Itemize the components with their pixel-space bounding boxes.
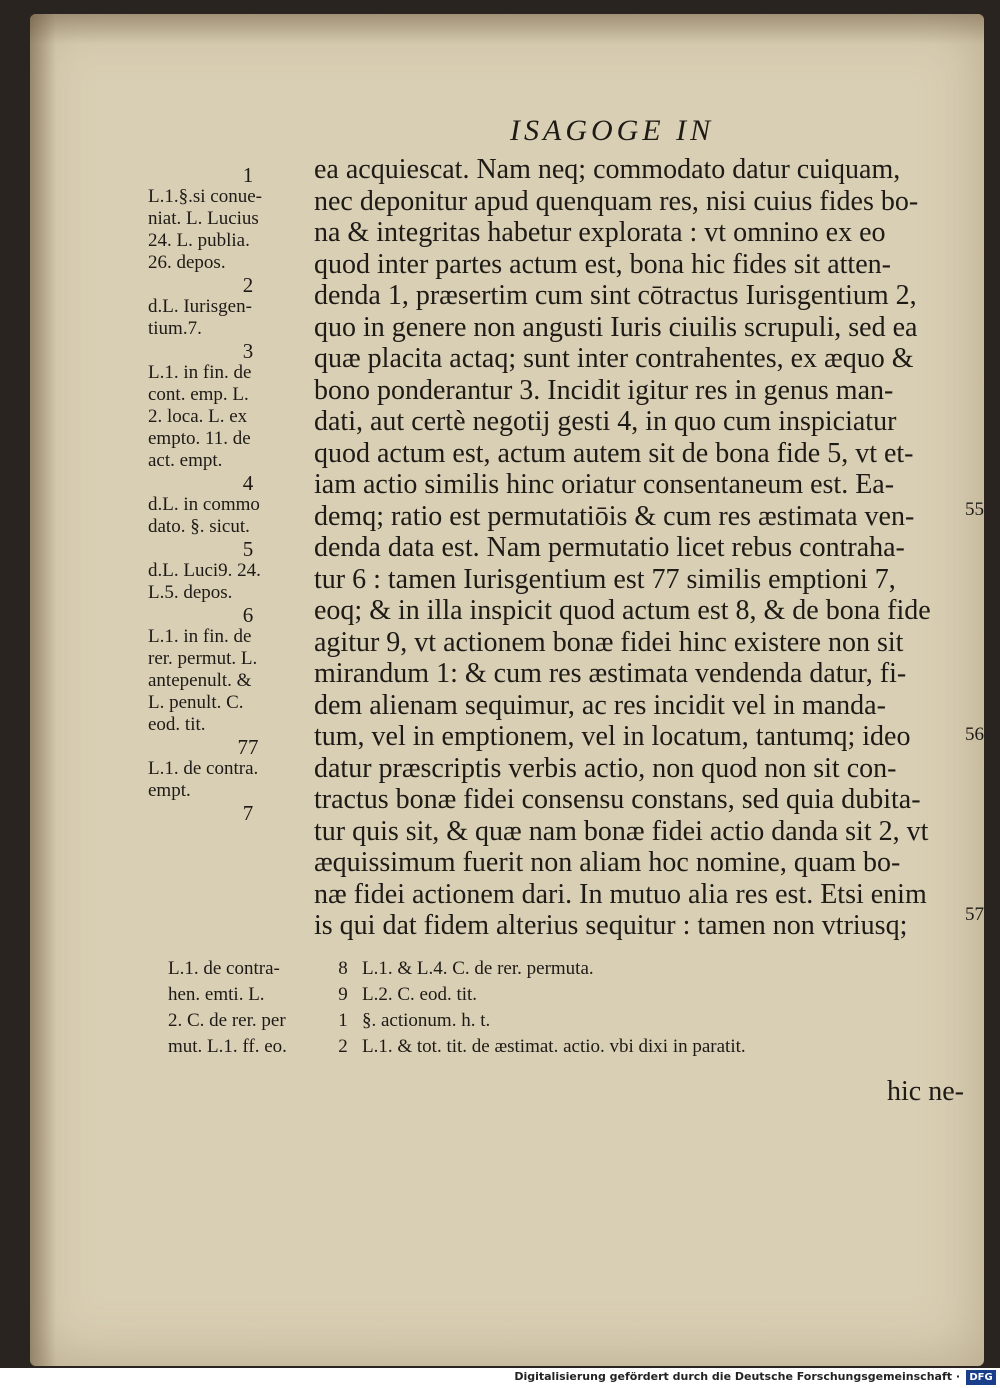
main-text-line: quæ placita actaq; sunt inter contrahentes, ex æquo & bbox=[314, 343, 914, 374]
main-text-line: næ fidei actionem dari. In mutuo alia res est. Etsi enim bbox=[314, 878, 927, 910]
main-text-line: quod inter partes actum est, bona hic fides sit atten- bbox=[314, 248, 891, 280]
main-text-line: dem alienam sequimur, ac res incidit vel in manda- bbox=[314, 689, 886, 721]
margin-note-line: act. empt. bbox=[148, 450, 223, 471]
footnote-text: L.1. & L.4. C. de rer. permuta. bbox=[362, 958, 594, 979]
margin-note-line: cont. emp. L. bbox=[148, 384, 249, 405]
main-text-line: tum, vel in emptionem, vel in locatum, tantumq; ideo bbox=[314, 721, 911, 752]
margin-note-line: d.L. Iurisgen- bbox=[148, 296, 252, 317]
footnote-row bbox=[168, 1008, 968, 1034]
footnote-number: 8 bbox=[338, 958, 348, 979]
main-text-line: tractus bonæ fidei consensu constans, sed quia dubita- bbox=[314, 784, 921, 815]
margin-note-number: 6 bbox=[242, 603, 254, 627]
main-text-line: is qui dat fidem alterius sequitur : tamen non vtriusq; bbox=[314, 910, 908, 941]
footer-bar bbox=[0, 1368, 1000, 1388]
margin-note-line: L.5. depos. bbox=[148, 582, 233, 603]
margin-note-line: d.L. in commo bbox=[148, 494, 260, 515]
main-text-line: tur 6 : tamen Iurisgentium est 77 similis emptioni 7, bbox=[314, 563, 896, 595]
catchword: hic ne- bbox=[887, 1076, 964, 1107]
right-margin-number-56: 56 bbox=[965, 724, 984, 745]
main-text-line: quod actum est, actum autem sit de bona fide 5, vt et- bbox=[314, 437, 914, 469]
right-margin-number-55: 55 bbox=[965, 499, 984, 520]
margin-note-number: 3 bbox=[242, 339, 254, 363]
footnote-row bbox=[168, 982, 968, 1008]
main-text-line: demq; ratio est permutatiōis & cum res æstimata ven- bbox=[314, 500, 915, 532]
right-margin-number-57: 57 bbox=[965, 904, 984, 925]
main-text-line: æquissimum fuerit non aliam hoc nomine, quam bo- bbox=[314, 847, 901, 878]
margin-note bbox=[148, 472, 348, 538]
main-text-line: eoq; & in illa inspicit quod actum est 8, & de bona fide bbox=[314, 595, 931, 626]
footnote-margin-continuation: mut. L.1. ff. eo. bbox=[168, 1036, 287, 1057]
margin-note-line: rer. permut. L. bbox=[148, 648, 258, 669]
margin-note bbox=[148, 802, 348, 824]
margin-note bbox=[148, 340, 348, 472]
footnote-margin-continuation: 2. C. de rer. per bbox=[168, 1010, 286, 1031]
main-text-line: datur præscriptis verbis actio, non quod non sit con- bbox=[314, 752, 897, 784]
page-gutter-shadow bbox=[30, 14, 56, 1366]
main-text-line: denda 1, præsertim cum sint cōtractus Iurisgentium 2, bbox=[314, 280, 917, 311]
margin-note-line: niat. L. Lucius bbox=[148, 208, 259, 229]
margin-note-number: 7 bbox=[242, 801, 254, 825]
margin-note-line: L.1.§.si conue- bbox=[148, 186, 262, 207]
main-text-line: denda data est. Nam permutatio licet rebus contraha- bbox=[314, 532, 905, 563]
running-head: ISAGOGE IN bbox=[510, 114, 715, 147]
margin-note bbox=[148, 538, 348, 604]
margin-note bbox=[148, 164, 348, 274]
footnote-number: 1 bbox=[338, 1010, 348, 1031]
margin-note-line: L. penult. C. bbox=[148, 692, 244, 713]
margin-note-line: 2. loca. L. ex bbox=[148, 406, 248, 427]
margin-note-line: 24. L. publia. bbox=[148, 230, 250, 251]
main-text-line: ea acquiescat. Nam neq; commodato datur cuiquam, bbox=[314, 154, 901, 185]
margin-note-line: L.1. in fin. de bbox=[148, 626, 252, 647]
margin-note-line: empt. bbox=[148, 780, 191, 801]
footnote-text: L.1. & tot. tit. de æstimat. actio. vbi dixi in paratit. bbox=[362, 1036, 746, 1057]
margin-notes bbox=[148, 164, 348, 824]
footnotes bbox=[168, 956, 968, 1060]
margin-note-line: d.L. Luci9. 24. bbox=[148, 560, 261, 581]
margin-note bbox=[148, 736, 348, 802]
main-text-line: quo in genere non angusti Iuris ciuilis scrupuli, sed ea bbox=[314, 311, 918, 343]
footnote-margin-continuation: hen. emti. L. bbox=[168, 984, 265, 1005]
margin-note-line: L.1. de contra. bbox=[148, 758, 259, 779]
main-text-block bbox=[314, 154, 974, 942]
margin-note-line: dato. §. sicut. bbox=[148, 516, 250, 537]
margin-note-line: antepenult. & bbox=[148, 670, 252, 691]
margin-note-number: 4 bbox=[242, 471, 254, 495]
footnote-margin-continuation: L.1. de contra- bbox=[168, 958, 280, 979]
main-text-line: bono ponderantur 3. Incidit igitur res in genus man- bbox=[314, 374, 894, 406]
footnote-text: §. actionum. h. t. bbox=[362, 1010, 491, 1031]
margin-note bbox=[148, 274, 348, 340]
margin-note-line: empto. 11. de bbox=[148, 428, 251, 449]
main-text-line: nec deponitur apud quenquam res, nisi cuius fides bo- bbox=[314, 185, 919, 217]
dfg-logo-icon: DFG bbox=[966, 1370, 996, 1385]
margin-note-number: 2 bbox=[242, 273, 254, 297]
margin-note-line: tium.7. bbox=[148, 318, 202, 339]
footnote-number: 9 bbox=[338, 984, 348, 1005]
main-text-line: mirandum 1: & cum res æstimata vendenda datur, fi- bbox=[314, 658, 907, 689]
footnote-row bbox=[168, 1034, 968, 1060]
footnote-text: L.2. C. eod. tit. bbox=[362, 984, 478, 1005]
funding-notice: Digitalisierung gefördert durch die Deutsche Forschungsgemeinschaft · bbox=[514, 1370, 960, 1383]
main-text-line: tur quis sit, & quæ nam bonæ fidei actio danda sit 2, vt bbox=[314, 815, 929, 847]
footnote-row bbox=[168, 956, 968, 982]
margin-note-number: 77 bbox=[237, 735, 259, 759]
margin-note-line: 26. depos. bbox=[148, 252, 226, 273]
margin-note-number: 5 bbox=[242, 537, 254, 561]
book-page bbox=[30, 14, 984, 1366]
main-text-line: agitur 9, vt actionem bonæ fidei hinc existere non sit bbox=[314, 626, 904, 658]
margin-note-number: 1 bbox=[242, 163, 254, 187]
margin-note bbox=[148, 604, 348, 736]
main-text-line: dati, aut certè negotij gesti 4, in quo cum inspiciatur bbox=[314, 406, 897, 437]
main-text-line: na & integritas habetur explorata : vt omnino ex eo bbox=[314, 217, 886, 248]
margin-note-line: eod. tit. bbox=[148, 714, 206, 735]
main-text-line: iam actio similis hinc oriatur consentaneum est. Ea- bbox=[314, 469, 895, 500]
footnote-number: 2 bbox=[338, 1036, 348, 1057]
margin-note-line: L.1. in fin. de bbox=[148, 362, 252, 383]
page-top-shadow bbox=[30, 14, 984, 44]
